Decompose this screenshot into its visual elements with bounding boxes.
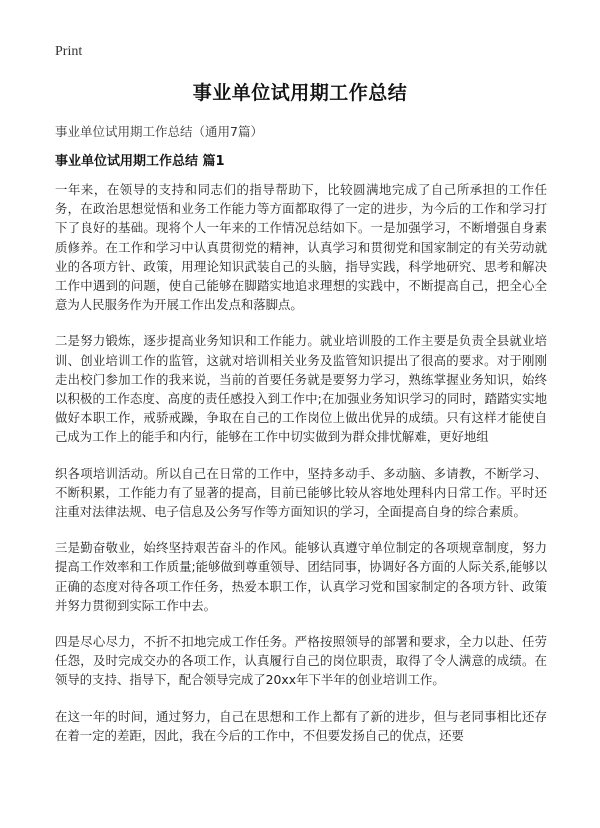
paragraph-2: 二是努力锻炼，逐步提高业务知识和工作能力。就业培训股的工作主要是负责全县就业培训、创业培训工作的监管，这就对培训相关业务及监管知识提出了很高的要求。对于刚刚走出校门参加工作的我来说，当前的首要任务就是要努力学习，熟练掌握业务知识，始终以积极的工作态度、高度的责任感投入到工作中;在加强业务知识学习的同时，踏踏实实地做好本职工作，戒骄戒躁，争取在自己的工作岗位上做出优异的成绩。只有这样才能使自己成为工作上的能手和内行，能够在工作中切实做到为群众排忧解难，更好地组 (55, 333, 547, 445)
document-title: 事业单位试用期工作总结 (192, 82, 408, 104)
paragraph-5: 四是尽心尽力，不折不扣地完成工作任务。严格按照领导的部署和要求，全力以赴、任劳任怨，及时完成交办的各项工作，认真履行自己的岗位职责，取得了令人满意的成绩。在领导的支持、指导下，配合领导完成了20xx年下半年的创业培训工作。 (55, 634, 547, 688)
paragraph-4: 三是勤奋敬业，始终坚持艰苦奋斗的作风。能够认真遵守单位制定的各项规章制度，努力提高工作效率和工作质量;能够做到尊重领导、团结同事，协调好各方面的人际关系,能够以正确的态度对待各项工作任务，热爱本职工作，认真学习党和国家制定的各项方针、政策并努力贯彻到实际工作中去。 (55, 540, 547, 613)
section-heading: 事业单位试用期工作总结 篇1 (55, 154, 225, 169)
document-subtitle: 事业单位试用期工作总结（通用7篇） (55, 124, 263, 139)
paragraph-6: 在这一年的时间，通过努力，自己在思想和工作上都有了新的进步，但与老同事相比还存在着一定的差距，因此，我在今后的工作中，不但要发扬自己的优点，还要 (55, 708, 547, 743)
print-link[interactable]: Print (55, 44, 83, 59)
document-body (55, 180, 547, 762)
paragraph-1: 一年来，在领导的支持和同志们的指导帮助下，比较圆满地完成了自己所承担的工作任务，在政治思想觉悟和业务工作能力等方面都取得了一定的进步，为今后的工作和学习打下了良好的基础。现将个人一年来的工作情况总结如下。一是加强学习，不断增强自身素质修养。在工作和学习中认真贯彻党的精神，认真学习和贯彻党和国家制定的有关劳动就业的各项方针、政策，用理论知识武装自己的头脑，指导实践，科学地研究、思考和解决工作中遇到的问题，使自己能够在脚踏实地追求理想的实践中，不断提高自己，把全心全意为人民服务作为开展工作出发点和落脚点。 (55, 182, 547, 313)
paragraph-3: 织各项培训活动。所以自己在日常的工作中，坚持多动手、多动脑、多请教，不断学习、不断积累，工作能力有了显著的提高，目前已能够比较从容地处理科内日常工作。平时还注重对法律法规、电子信息及公务写作等方面知识的学习，全面提高自身的综合素质。 (55, 465, 547, 520)
